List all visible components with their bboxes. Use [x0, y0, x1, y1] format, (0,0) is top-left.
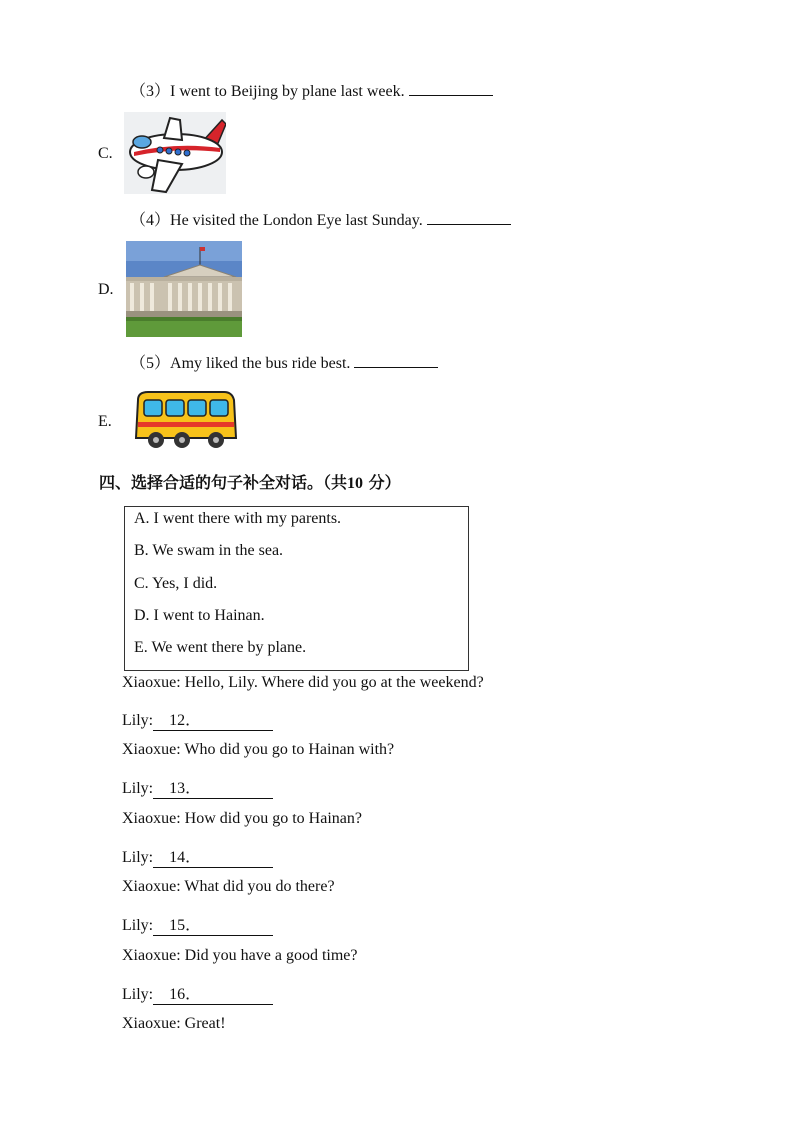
- speaker: Xiaoxue:: [122, 674, 181, 691]
- dialogue-line: [122, 674, 484, 692]
- question-5: [130, 350, 438, 373]
- answer-blank-16[interactable]: 16．: [153, 981, 273, 1005]
- speaker: Xiaoxue:: [122, 1015, 181, 1032]
- dialogue-line: [122, 810, 362, 828]
- question-number: （4）: [130, 212, 171, 229]
- option-letter-c: C.: [98, 145, 113, 162]
- answer-blank-14[interactable]: 14．: [153, 844, 273, 868]
- line-text: Who did you go to Hainan with?: [184, 741, 395, 758]
- speaker: Xiaoxue:: [122, 741, 181, 758]
- dialogue-line: [122, 775, 273, 799]
- question-text: Amy liked the bus ride best.: [170, 355, 351, 372]
- question-3: [130, 78, 493, 101]
- question-number: （5）: [130, 355, 171, 372]
- option-letter-d: D.: [98, 281, 114, 298]
- dialogue-line: [122, 1015, 226, 1033]
- section-title-suffix: 分）: [368, 473, 401, 492]
- line-text: Did you have a good time?: [184, 947, 358, 964]
- option-letter-e: E.: [98, 413, 112, 430]
- question-number: （3）: [130, 83, 171, 100]
- choices-box: [124, 506, 469, 671]
- answer-blank-13[interactable]: 13．: [153, 775, 273, 799]
- dialogue-line: [122, 981, 273, 1005]
- answer-blank[interactable]: [354, 353, 438, 368]
- bus-icon: [132, 386, 240, 458]
- line-text: What did you do there?: [184, 878, 335, 895]
- answer-blank[interactable]: [409, 81, 493, 96]
- choice-b: B. We swam in the sea.: [134, 542, 284, 559]
- choice-d: D. I went to Hainan.: [134, 607, 265, 624]
- dialogue-line: [122, 912, 273, 936]
- question-4: [130, 207, 511, 230]
- question-text: He visited the London Eye last Sunday.: [170, 212, 423, 229]
- choice-e: E. We went there by plane.: [134, 639, 307, 656]
- line-text: How did you go to Hainan?: [184, 810, 362, 827]
- answer-blank-12[interactable]: 12．: [153, 707, 273, 731]
- speaker: Xiaoxue:: [122, 810, 181, 827]
- answer-blank[interactable]: [427, 210, 511, 225]
- speaker: Lily:: [122, 849, 154, 866]
- airplane-icon: [124, 112, 226, 194]
- dialogue-line: [122, 947, 358, 965]
- section-points: 10: [347, 475, 364, 492]
- speaker: Xiaoxue:: [122, 878, 181, 895]
- section-title: [99, 470, 401, 493]
- line-text: Hello, Lily. Where did you go at the weekend?: [184, 674, 484, 691]
- speaker: Lily:: [122, 712, 154, 729]
- choice-c: C. Yes, I did.: [134, 575, 218, 592]
- speaker: Lily:: [122, 780, 154, 797]
- dialogue-line: [122, 707, 273, 731]
- dialogue-line: [122, 844, 273, 868]
- answer-blank-15[interactable]: 15．: [153, 912, 273, 936]
- museum-building-icon: [126, 241, 242, 337]
- dialogue-line: [122, 741, 394, 759]
- choice-a: A. I went there with my parents.: [134, 510, 342, 527]
- speaker: Lily:: [122, 917, 154, 934]
- line-text: Great!: [184, 1015, 226, 1032]
- speaker: Lily:: [122, 986, 154, 1003]
- dialogue-line: [122, 878, 335, 896]
- section-title-prefix: 四、选择合适的句子补全对话。（共: [99, 473, 348, 492]
- question-text: I went to Beijing by plane last week.: [170, 83, 405, 100]
- speaker: Xiaoxue:: [122, 947, 181, 964]
